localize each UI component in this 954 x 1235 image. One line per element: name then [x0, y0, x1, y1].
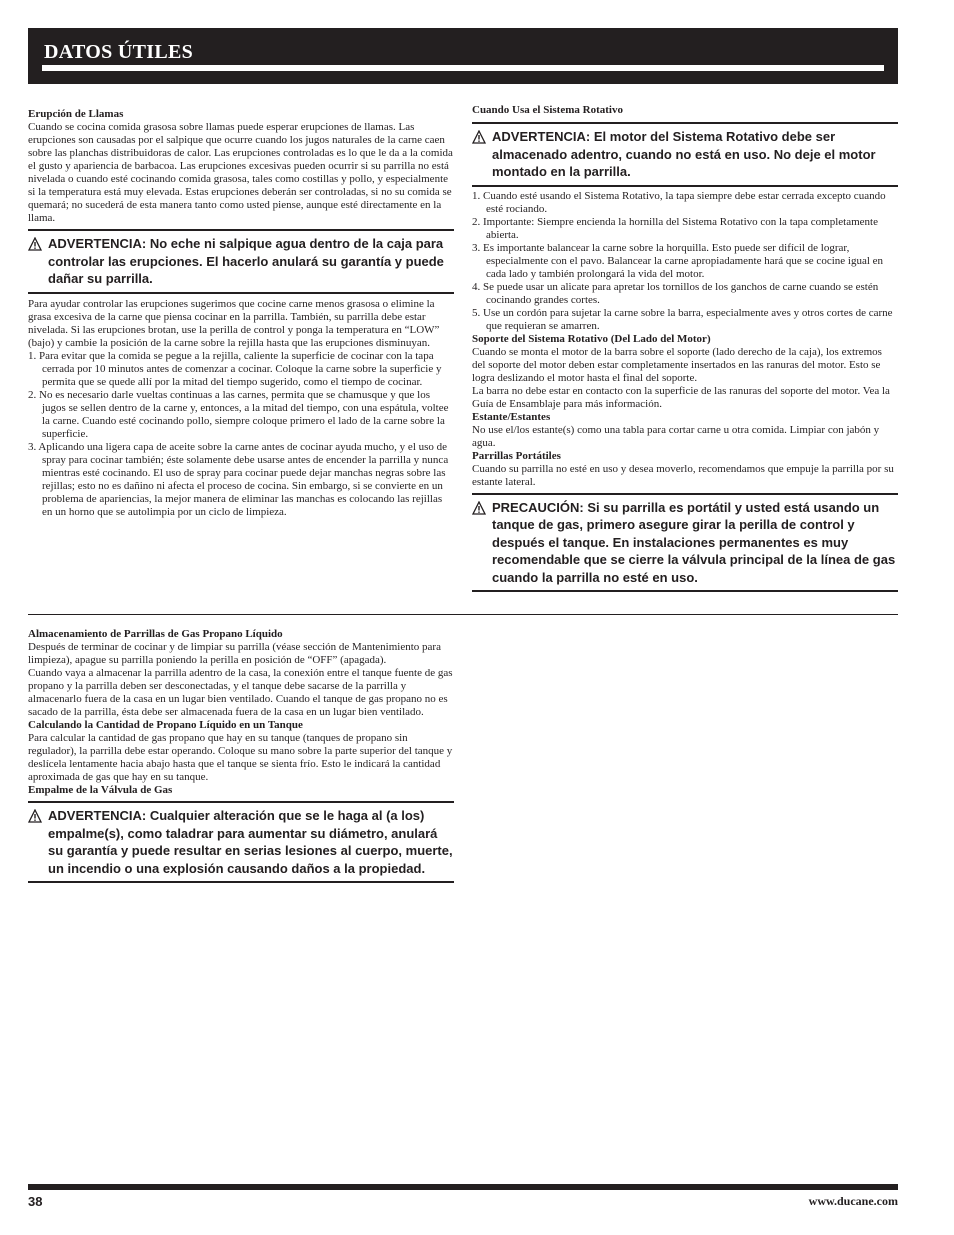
control-flare-text: Para ayudar controlar las erupciones sugerimos que cocine carne menos grasosa o elimine la grasa excesiva de la carne que piensa cocinar en la parrilla. También, su parrilla debe estar nivelada. Si las erupciones brotan, use la perilla de control y ponga la temperatura en “LOW” (bajo) y cambie la posición de la carne sobre la rejilla hasta que las erupciones disminuyan. [28, 297, 440, 349]
list-item: 3. Es importante balancear la carne sobre la horquilla. Esto puede ser difícil de lograr, especialmente con el pavo. Balancear la carne apropiadamente hará que se cocine igual en cada lado y también prolongará la vida del motor. [472, 241, 884, 280]
flare-ups-section [28, 108, 454, 519]
rotisserie-tips-list [472, 190, 898, 333]
valve-title: Empalme de la Válvula de Gas [28, 784, 173, 796]
shelf-title: Estante/Estantes [472, 410, 551, 423]
footer-rule [28, 1184, 898, 1190]
warning-box-valve [28, 801, 454, 883]
bracket-text: Cuando se monta el motor de la barra sobre el soporte (lado derecho de la caja), los extremos del soporte del motor deben estar completamente insertados en las ranuras del motor. Esto se logra deslizando el motor hasta el final del soporte. [472, 345, 882, 384]
list-item: 3. Aplicando una ligera capa de aceite sobre la carne antes de cocinar ayuda mucho, y el uso de spray para cocinar también; éste solamente debe usarse antes de encender la parrilla y nunca mientras esté cocinando. El uso de spray para cocinar puede dejar manchas negras sobre las rejillas; esto no es dañino ni afecta el proceso de cocina. Sin embargo, si se convierte en un problema de apariencias, la mejor manera de eliminar las manchas es colocando las rejillas en un horno que se autolimpia por un ciclo de limpieza. [28, 440, 449, 518]
shelf-text: No use el/los estante(s) como una tabla para cortar carne u otra comida. Limpiar con jabón y agua. [472, 423, 880, 449]
list-item: 1. Para evitar que la comida se pegue a la rejilla, caliente la superficie de cocinar con la tapa cerrada por 10 minutos antes de comenzar a cocinar. Coloque la carne sobre la superficie y permita que se quede allí por la mitad del tiempo sugerido, como el tiempo de cocinar. [28, 349, 442, 388]
warning-box-motor [472, 122, 898, 187]
list-item: 2. Importante: Siempre encienda la hornilla del Sistema Rotativo con la tapa completamente abierta. [472, 215, 878, 241]
calc-text: Para calcular la cantidad de gas propano que hay en su tanque (tanques de propano sin regulador), la parrilla debe estar operando. Coloque su mano sobre la parte superior del tanque y deslícela lentamente hacia abajo hasta que el tanque se sienta frío. Esto le indicará la cantidad aproximada de gas que hay en su tanque. [28, 732, 453, 783]
list-item: 2. No es necesario darle vueltas continuas a las carnes, permita que se chamusque y que los jugos se sellen dentro de la carne y, entonces, a la mitad del tiempo, con una espátula, voltee la carne. Cuando esté cocinando pollo, siempre coloque primero el lado de la carne sobre la superficie. [28, 388, 449, 440]
caution-text-portable: PRECAUCIÓN: Si su parrilla es portátil y usted está usando un tanque de gas, primero asegure girar la perilla de control y después el tanque. En instalaciones permanentes es muy recomendable que se cierre la válvula principal de la línea de gas cuando la parrilla no esté en uso. [492, 499, 896, 585]
section-divider [28, 614, 898, 615]
flare-tips-list [28, 350, 454, 519]
warning-triangle-icon [28, 809, 42, 823]
warning-text-motor: ADVERTENCIA: El motor del Sistema Rotativo debe ser almacenado adentro, cuando no está en uso. No deje el motor montado en la parrilla. [492, 129, 876, 179]
warning-triangle-icon [28, 237, 42, 251]
warning-text-water: ADVERTENCIA: No eche ni salpique agua dentro de la caja para controlar las erupciones. El hacerlo anulará su garantía y puede dañar su parrilla. [48, 236, 444, 286]
website-link[interactable]: www.ducane.com [808, 1194, 898, 1208]
flare-ups-title: Erupción de Llamas [28, 108, 124, 120]
bracket-text-2: La barra no debe estar en contacto con la superficie de las ranuras del soporte del motor. Vea la Guía de Ensamblaje para más información. [472, 384, 890, 410]
storage-text: Después de terminar de cocinar y de limpiar su parrilla (véase sección de Mantenimiento para limpieza), apague su parrilla poniendo la perilla en posición de “OFF” (apagada). [28, 641, 441, 666]
page-number: 38 [28, 1194, 43, 1209]
list-item: 1. Cuando esté usando el Sistema Rotativo, la tapa siempre debe estar cerrada excepto cuando esté rociando. [472, 189, 886, 215]
caution-box-portable [472, 493, 898, 593]
page-title: DATOS ÚTILES [44, 41, 194, 63]
portable-title: Parrillas Portátiles [472, 449, 561, 462]
portable-text: Cuando su parrilla no esté en uso y desea moverlo, recomendamos que empuje la parrilla por su estante lateral. [472, 462, 894, 488]
storage-text-2: Cuando vaya a almacenar la parrilla adentro de la casa, la conexión entre el tanque fuente de gas propano y la parrilla deben ser desconectadas, y el tanque debe sacarse de la parrilla y almacenarlo fuera de la casa en un lugar bien ventilado. Cuando el tanque de gas propano no es sacado de la parrilla, ésta debe ser almacenada fuera de la casa en un lugar bien ventilado. [28, 667, 453, 718]
warning-box-water [28, 229, 454, 294]
header-rule [42, 65, 884, 71]
list-item: 5. Use un cordón para sujetar la carne sobre la barra, especialmente aves y otros cortes de carne que requieran se amarren. [472, 306, 893, 332]
bracket-title: Soporte del Sistema Rotativo (Del Lado del Motor) [472, 332, 711, 345]
calc-title: Calculando la Cantidad de Propano Líquido en un Tanque [28, 719, 303, 731]
storage-title: Almacenamiento de Parrillas de Gas Propano Líquido [28, 628, 283, 640]
list-item: 4. Se puede usar un alicate para apretar los tornillos de los ganchos de carne cuando se estén cocinando grandes cortes. [472, 280, 879, 306]
rotisserie-title: Cuando Usa el Sistema Rotativo [472, 104, 623, 116]
flare-ups-text: Cuando se cocina comida grasosa sobre llamas puede esperar erupciones de llamas. Las erupciones son causadas por el salpique que ocurre cuando los jugos naturales de la carne caen sobre las planchas distribuidoras de calor. Las erupciones controladas es lo que le da a la comida el gusto y apariencia de barbacoa. Las erupciones excesivas pueden ocurrir si su parrilla no está nivelada o cuando esté cocinando comida grasosa, tales como costillas y pollo, y especialmente si la temperatura está muy elevada. Estas erupciones deberán ser controladas, si no su comida se quemará; no sucederá de esta manera tanto como usted piense, aunque esté directamente en la llama. [28, 121, 453, 224]
warning-triangle-icon [472, 130, 486, 144]
page-header [28, 28, 898, 84]
warning-text-valve: ADVERTENCIA: Cualquier alteración que se le haga al (a los) empalme(s), como taladrar para aumentar su diámetro, anulará su garantía y puede resultar en serias lesiones al cuerpo, muerte, un incendio o una explosión causando daños a la propiedad. [48, 808, 453, 876]
rotisserie-section [472, 104, 898, 592]
storage-section [28, 628, 454, 883]
warning-triangle-icon [472, 501, 486, 515]
